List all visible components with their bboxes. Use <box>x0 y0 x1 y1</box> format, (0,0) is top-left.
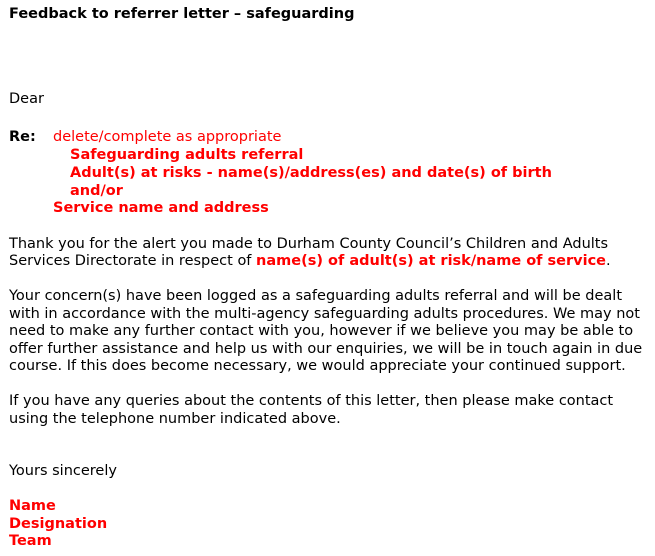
signature-designation: Designation <box>9 516 108 532</box>
re-option-adults-at-risk: Adult(s) at risks - name(s)/address(es) and date(s) of birth <box>70 165 552 181</box>
text-suffix: . <box>606 253 611 269</box>
text-prefix: Services Directorate in respect of <box>9 253 257 269</box>
re-option-safeguarding-referral: Safeguarding adults referral <box>70 147 304 163</box>
paragraph-line: using the telephone number indicated above. <box>9 411 341 427</box>
paragraph-line: with in accordance with the multi-agency safeguarding adults procedures. We may not <box>9 306 640 322</box>
re-instruction: delete/complete as appropriate <box>53 129 282 145</box>
paragraph-line: Your concern(s) have been logged as a safeguarding adults referral and will be dealt <box>9 288 623 304</box>
paragraph-line: offer further assistance and help us with our enquiries, we will be in touch again in due <box>9 341 643 357</box>
paragraph-line: If you have any queries about the contents of this letter, then please make contact <box>9 393 614 409</box>
paragraph-line: Thank you for the alert you made to Durham County Council’s Children and Adults <box>9 236 609 252</box>
paragraph-line: course. If this does become necessary, we would appreciate your continued support. <box>9 358 626 374</box>
paragraph-line: need to make any further contact with you, however if we believe you may be able to <box>9 323 634 339</box>
re-label: Re: <box>9 129 36 145</box>
signature-team: Team <box>9 533 52 549</box>
document-title: Feedback to referrer letter – safeguarding <box>9 6 355 22</box>
closing: Yours sincerely <box>9 463 117 479</box>
re-option-and-or: and/or <box>70 183 123 199</box>
salutation: Dear <box>9 91 44 107</box>
signature-name: Name <box>9 498 56 514</box>
paragraph-line <box>9 252 611 270</box>
adult-at-risk-placeholder: name(s) of adult(s) at risk/name of service <box>256 253 606 269</box>
re-option-service-name: Service name and address <box>53 200 269 216</box>
